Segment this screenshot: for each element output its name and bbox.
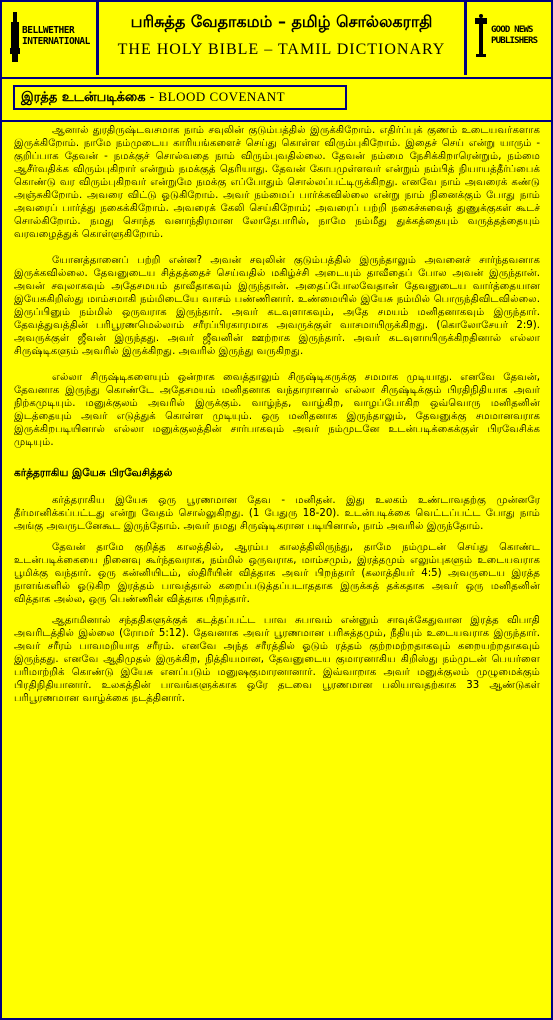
right-logo-line1: GOOD NEWS — [491, 25, 533, 35]
section-title-english: BLOOD COVENANT — [158, 89, 286, 104]
left-logo-line2: INTERNATIONAL — [22, 36, 90, 47]
article-body — [14, 124, 540, 718]
paragraph-6: ஆதாமினால் சந்ததிகளுக்குக் கடத்தப்பட்ட பாவ சுபாவம் என்னும் சாவுக்கேதுவான இரத்த விபாதி அவரிடத்தில் இல்லை (ரோமர் 5:12). தேவனாக அவர் பூரணமான பரிசுத்தமும், நீதியும் உடையவராக இருந்தார். அவர் சரீரம் பாவமறியாத சரீரம். எனவே அந்த சரீரத்தில் ஓடும் ரத்தம் குற்றமற்றதாகவும் கறையற்றதாகவும் இருந்தது. எனவே ஆதிமுதல் இருக்கிற, நித்தியமான, தேவனுடைய குமாரனாகிய கிறிஸ்து நம்முடன் பெயர்ளை பரிமாற்றிக் கொண்டு இயேசு எனப்படும் மனுஷகுமாரனானார். இவ்வாறாக அவர் மனுக்குலம் முழுமைக்கும் பிரதிநிதியானார். உலகத்தின் பாவங்களுக்காக ஒரே தடவை பூரணமான பலியாவதற்காக 33 ஆண்டுகள் பரிபூரணமான வாழ்க்கை நடத்தினார். — [14, 615, 540, 704]
section-title-separator: - — [145, 90, 159, 105]
bellwether-figure-icon — [10, 10, 20, 62]
bellwether-logo — [2, 2, 99, 75]
section-title — [13, 85, 347, 110]
paragraph-5: தேவன் தாமே குறித்த காலத்தில், ஆரம்ப காலத்திலிருந்து, தாமே நம்முடன் செய்து கொண்ட உடன்படிக்கையை நினைவு கூர்ந்தவராக, நம்மில் ஒருவராக, மாம்சமும், இரத்தமும் எலும்புகளும் உடையவராக பூமிக்கு வந்தார். ஒரு கன்னியிடம், ஸ்திரீயின் வித்தாக அவர் பிறந்தார் (கலாத்தியர் 4:5) அவருடைய இரத்த நாளங்களில் ஓடுகிற இரத்தம் பாவத்தால் கறைப்படுத்தப்படாததாக இருக்கத் தக்கதாக அவர் ஒரு மனிதனின் வித்தாக அல்ல, ஒரு பெண்ணின் வித்தாக பிறந்தார். — [14, 542, 540, 605]
paragraph-1: ஆனால் துரதிருஷ்டவசமாக நாம் சவுலின் குடும்பத்தில் இருக்கிறோம். எதிர்ப்புக் குணம் உடையவர்களாக இருக்கிறோம். நாமே நம்முடைய காரியங்களைச் செய்து கொள்ள விரும்புகிறோம். இதைச் செய் என்று யாரும் - குறிப்பாக தேவன் - நமக்குச் சொல்வதை நாம் விரும்புவதில்லை. தேவன் நம்மை நேசிக்கிறாரென்றும், நம்மை ஆசீர்வதிக்க விரும்புகிறார் என்றும் நமக்குத் தெரியாது. தேவன் கோபமுள்ளவர் என்றும் நம்பித் நியாயத்தீர்ப்பைக் கொண்டு வர விரும்புகிறவர் என்றுமே நமக்கு எப்போதும் சொல்லப்பட்டிருக்கிறது. எனவே நாம் அவரைக் கண்டு அஞ்சுகிறோம். அவரை விட்டு ஓடுகிறோம். அவர் நம்மைப் பார்க்கவில்லை என்று நாம் நினைக்கும் போது நாம் அவரைப் பார்த்து நகைக்கிறோம். அவரைக் கேலி செய்கிறோம்; அவரைப் பற்றி நகைச்சுவைத் துணுக்குகள் கூடச் சொல்கிறோம். நமது சொந்த வனாந்திரமான லோதேபாரில், நாமே நம்மீது துக்கத்தையும் வருத்தத்தையும் வரவழைத்துக் கொள்ளுகிறோம். — [14, 125, 540, 240]
paragraph-2: யோனத்தானைப் பற்றி என்ன? அவன் சவுலின் குடும்பத்தில் இருந்தாலும் அவனைச் சார்ந்தவனாக இருக்கவில்லை. தேவனுடைய சித்தத்தைச் செய்வதில் மகிழ்ச்சி அடையும் தாவீதைப் போல அவன் இருந்தான். அவன் சவுலாகவும் அதேசமயம் தாவீதாகவும் இருந்தான். அதைப்போலவேதான் தேவனுடைய வார்த்தையான இயேசுகிறிஸ்து மாம்சமாகி நம்மிடையே வாசம் பண்ணினார். உண்மையில் இயேசு நம்மில் பொருந்திவிடவில்லை. இருப்பினும் நம்மில் ஒருவராக இருந்தார். அவர் கடவுளாகவும், அதே சமயம் மனிதனாகவும் இருந்தார். தேவத்துவத்தின் பரிபூரணமெல்லாம் சரீரப்பிரகாரமாக அவருக்குள் வாசமாயிருக்கிறது. (கொலோசேயர் 2:9). அவருக்குள் ஜீவன் இருந்தது. அவர் ஜீவனின் ஊற்றாக இருந்தார். அவர் கடவுளாயிருக்கிறதினால் எல்லா சிருஷ்டிகளும் அவரில் இருக்கிறது. அவரில் இருந்து வருகிறது. — [14, 255, 540, 357]
title-block — [99, 2, 467, 75]
section-title-tamil: இரத்த உடன்படிக்கை — [21, 90, 146, 105]
subheading: கர்த்தராகிய இயேசு பிரவேசித்தல் — [14, 467, 173, 479]
good-news-logo — [467, 2, 551, 75]
section-bar — [2, 79, 551, 122]
paragraph-3: எல்லா சிருஷ்டிகளையும் ஒன்றாக வைத்தாலும் சிருஷ்டிகருக்கு சமமாக முடியாது. எனவே தேவன், தேவனாக இருந்து கொண்டே அதேசமயம் மனிதனாக வந்தாரானால் எல்லா சிருஷ்டிக்கும் பிரதிநிதியாக அவர் நிற்கமுடியும். மனுக்குலம் அவரில் இருக்கும். வாழ்ந்த, வாழ்கிற, வாழப்போகிற ஒவ்வொரு மனிதனின் இடத்தையும் அவர் எடுத்துக் கொள்ள முடியும். ஒரு மனிதனாக இருந்தாலும், தேவனுக்கு சமமானவராக இருக்கிறபடியினால் எல்லா மனுக்குலத்தின் சார்பாகவும் அவர் நம்முடனே உடன்படிக்கைக்குள் பிரவேசிக்க முடியும். — [14, 372, 540, 448]
title-english: THE HOLY BIBLE – TAMIL DICTIONARY — [117, 41, 446, 58]
good-news-figure-icon — [473, 14, 489, 58]
title-tamil: பரிசுத்த வேதாகமம் – தமிழ் சொல்லகராதி — [130, 12, 433, 31]
right-logo-line2: PUBLISHERS — [491, 36, 538, 46]
paragraph-4: கர்த்தராகிய இயேசு ஒரு பூரணமான தேவ - மனிதன். இது உலகம் உண்டாவதற்கு முன்னரே தீர்மானிக்கப்பட்டது என்று வேதம் சொல்லுகிறது. (1 பேதுரு 18-20). உடன்படிக்கை வெட்டப்பட்ட போது நாம் அங்கு அவருடனேகூட இருந்தோம். அவர் நமது சிருஷ்டிகரான படியினால், நாம் அவரில் இருந்தோம். — [14, 495, 540, 532]
left-logo-line1: BELLWETHER — [22, 25, 75, 36]
page-header — [2, 2, 551, 79]
